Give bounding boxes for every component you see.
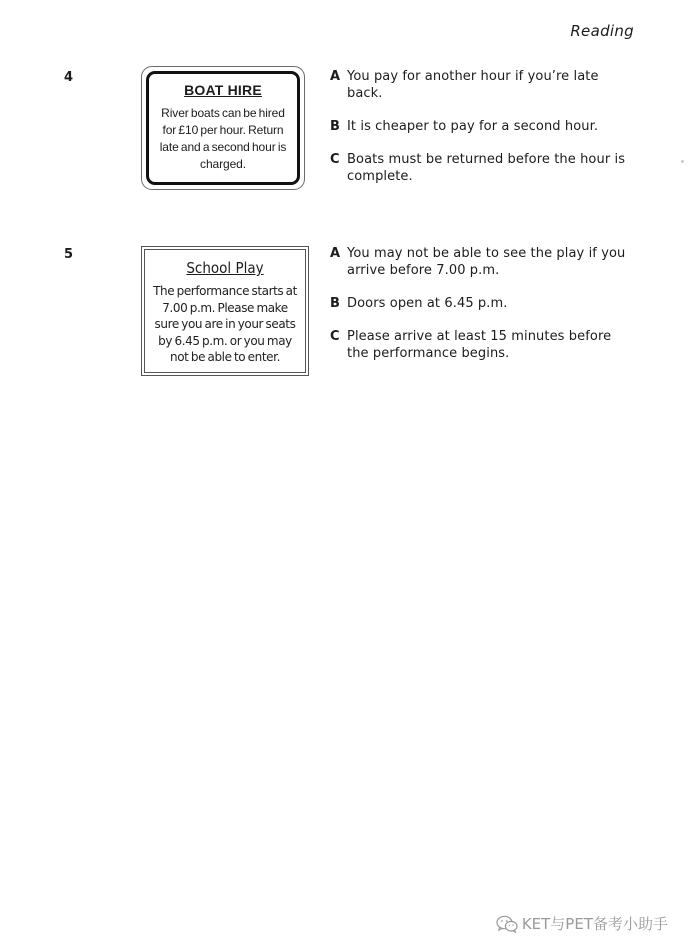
wechat-icon [496,915,518,933]
option-c [330,328,630,362]
option-letter: B [330,296,340,311]
option-text: Please arrive at least 15 minutes before the performance begins. [347,329,612,361]
scan-speck [681,160,684,163]
option-letter: A [330,246,341,261]
option-letter: C [330,329,340,344]
option-a [330,68,630,102]
option-letter: B [330,119,340,134]
option-text: You may not be able to see the play if you arrive before 7.00 p.m. [347,246,626,278]
question-number-4: 4 [64,70,74,85]
question-4-options [330,68,630,201]
notice-text: The performance starts at 7.00 p.m. Please make sure you are in your seats by 6.45 p.m. or you may not be able to enter. [153,284,297,364]
option-b [330,295,630,312]
option-a [330,245,630,279]
notice-text: River boats can be hired for £10 per hour. Return late and a second hour is charged. [159,106,287,171]
option-text: You pay for another hour if you’re late back. [347,69,599,101]
question-5-options [330,245,630,378]
option-text: Doors open at 6.45 p.m. [347,296,508,311]
option-c [330,151,630,185]
option-letter: A [330,69,341,84]
section-title: Reading [570,22,634,40]
notice-boat-hire [141,66,305,190]
option-letter: C [330,152,340,167]
option-text: Boats must be returned before the hour is complete. [347,152,626,184]
watermark-text: KET与PET备考小助手 [521,915,668,933]
notice-school-play-frame [144,249,306,373]
option-text: It is cheaper to pay for a second hour. [347,119,599,134]
notice-school-play [141,246,309,376]
notice-title: School Play [186,259,264,277]
watermark [496,913,668,934]
question-number-5: 5 [64,247,74,262]
notice-boat-hire-frame [146,71,300,185]
notice-title: BOAT HIRE [184,82,262,98]
option-b [330,118,630,135]
